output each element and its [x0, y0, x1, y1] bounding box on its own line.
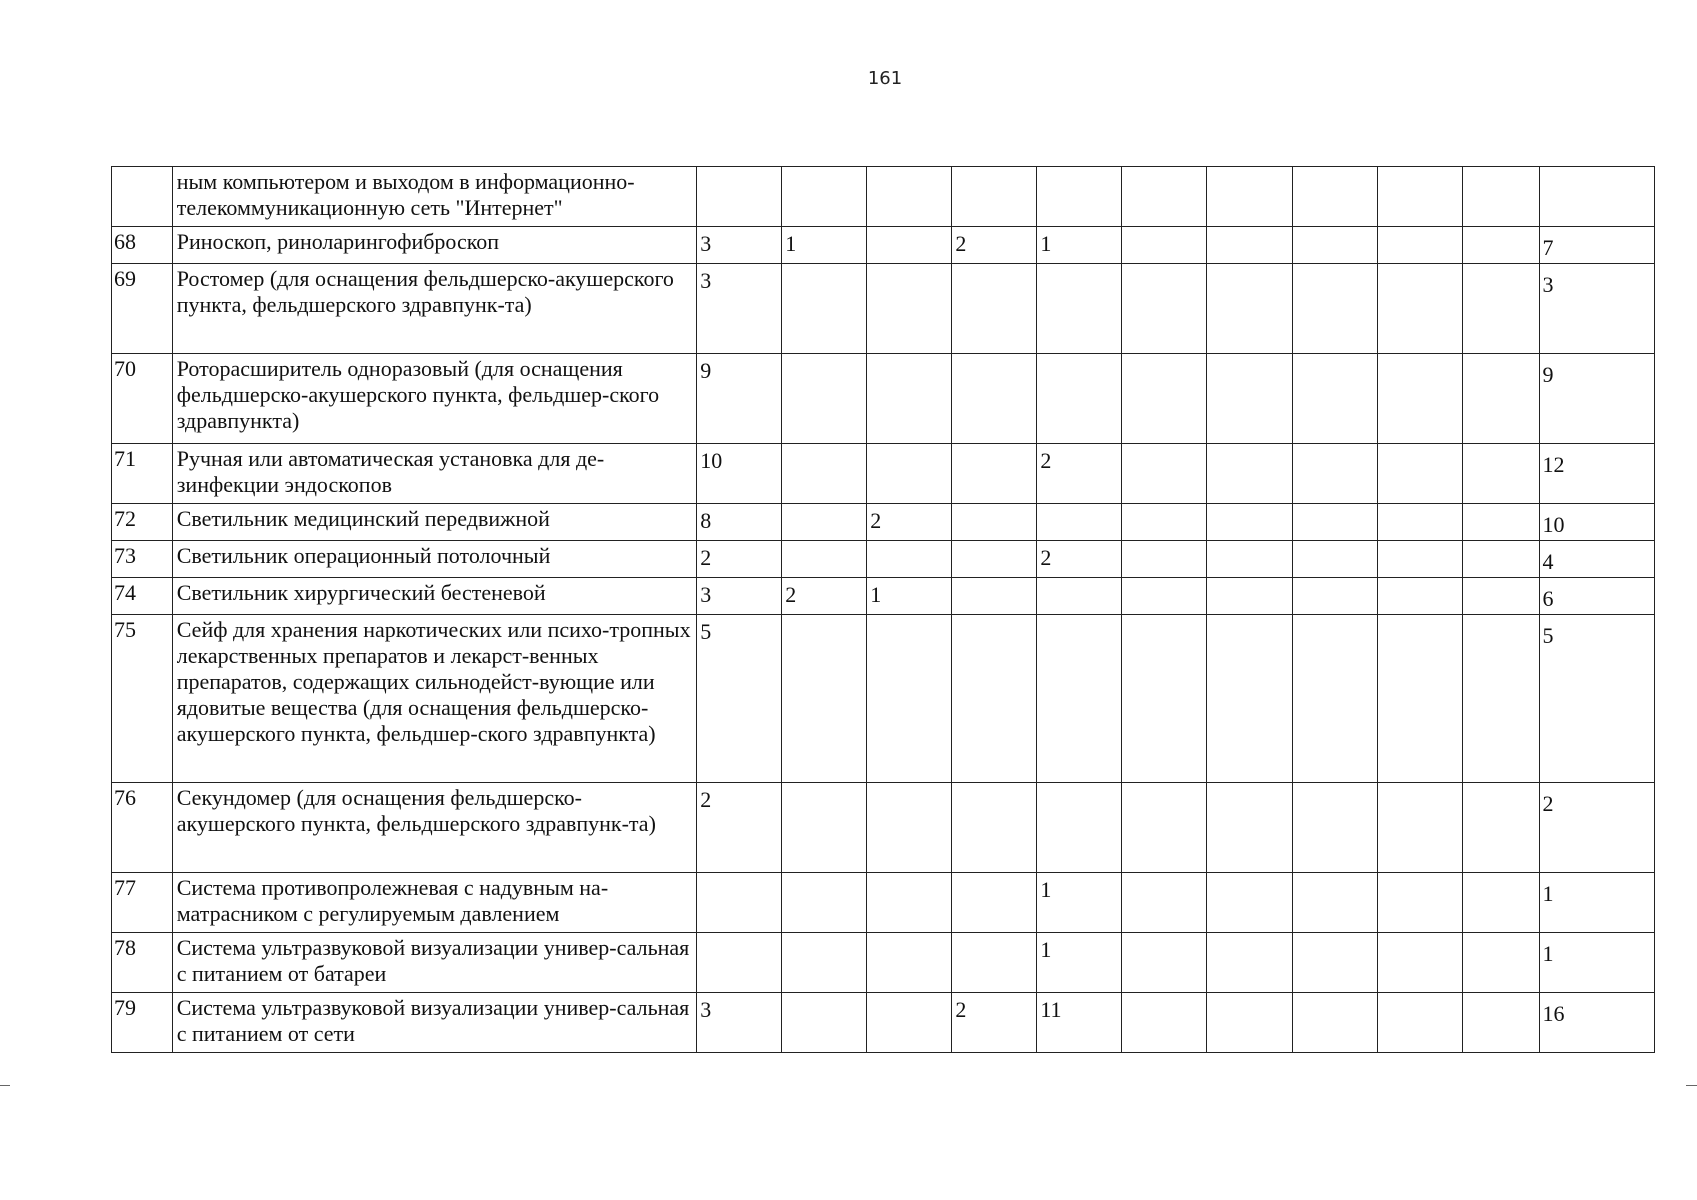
equipment-name: Секундомер (для оснащения фельдшерско-акушерского пункта, фельдшерского здравпунк-та) — [172, 783, 696, 873]
quantity-cell — [1292, 783, 1377, 873]
quantity-cell — [952, 783, 1037, 873]
quantity-cell — [867, 227, 952, 264]
quantity-cell — [1462, 615, 1539, 783]
total-cell: 3 — [1539, 264, 1654, 354]
quantity-cell — [867, 541, 952, 578]
row-number: 74 — [112, 578, 173, 615]
total-cell: 16 — [1539, 993, 1654, 1053]
quantity-cell — [782, 873, 867, 933]
quantity-cell — [782, 167, 867, 227]
equipment-name: Сейф для хранения наркотических или психо-тропных лекарственных препаратов и лекарст-венных препаратов, содержащих сильнодейст-вующие или ядовитые вещества (для оснащения фельдшерско-акушерского пункта, фельдшер-ского здравпункта) — [172, 615, 696, 783]
quantity-cell — [867, 167, 952, 227]
quantity-cell: 1 — [1037, 933, 1122, 993]
equipment-name: ным компьютером и выходом в информационно-телекоммуникационную сеть "Интернет" — [172, 167, 696, 227]
table-row — [112, 873, 1655, 933]
quantity-cell — [782, 444, 867, 504]
quantity-cell — [1207, 444, 1292, 504]
table-row — [112, 615, 1655, 783]
quantity-cell — [1377, 227, 1462, 264]
quantity-cell — [952, 504, 1037, 541]
quantity-cell — [1122, 578, 1207, 615]
quantity-cell: 1 — [782, 227, 867, 264]
quantity-cell — [1377, 541, 1462, 578]
quantity-cell — [1462, 541, 1539, 578]
quantity-cell: 2 — [1037, 541, 1122, 578]
quantity-cell — [1462, 227, 1539, 264]
total-cell: 2 — [1539, 783, 1654, 873]
quantity-cell: 5 — [697, 615, 782, 783]
equipment-name: Ручная или автоматическая установка для де-зинфекции эндоскопов — [172, 444, 696, 504]
table-row — [112, 504, 1655, 541]
quantity-cell — [952, 264, 1037, 354]
quantity-cell — [1207, 933, 1292, 993]
quantity-cell — [1122, 354, 1207, 444]
quantity-cell: 2 — [697, 541, 782, 578]
quantity-cell — [1377, 993, 1462, 1053]
row-number: 78 — [112, 933, 173, 993]
quantity-cell — [1377, 933, 1462, 993]
quantity-cell — [782, 504, 867, 541]
total-cell: 10 — [1539, 504, 1654, 541]
quantity-cell — [1462, 578, 1539, 615]
quantity-cell: 3 — [697, 578, 782, 615]
equipment-name: Светильник медицинский передвижной — [172, 504, 696, 541]
quantity-cell — [1037, 783, 1122, 873]
equipment-name: Роторасширитель одноразовый (для оснащения фельдшерско-акушерского пункта, фельдшер-ского здравпункта) — [172, 354, 696, 444]
row-number: 68 — [112, 227, 173, 264]
row-number: 71 — [112, 444, 173, 504]
total-cell: 7 — [1539, 227, 1654, 264]
quantity-cell: 9 — [697, 354, 782, 444]
equipment-name: Система противопролежневая с надувным на-матрасником с регулируемым давлением — [172, 873, 696, 933]
quantity-cell — [1292, 167, 1377, 227]
quantity-cell: 2 — [1037, 444, 1122, 504]
quantity-cell — [782, 615, 867, 783]
quantity-cell — [1207, 993, 1292, 1053]
total-cell: 1 — [1539, 933, 1654, 993]
table-row — [112, 354, 1655, 444]
quantity-cell — [782, 993, 867, 1053]
quantity-cell — [1122, 615, 1207, 783]
quantity-cell: 2 — [697, 783, 782, 873]
quantity-cell — [1207, 354, 1292, 444]
quantity-cell — [1377, 578, 1462, 615]
left-margin-mark — [0, 1085, 10, 1086]
quantity-cell — [1207, 504, 1292, 541]
quantity-cell — [1462, 264, 1539, 354]
quantity-cell — [1462, 933, 1539, 993]
quantity-cell: 1 — [867, 578, 952, 615]
table-body — [112, 167, 1655, 1053]
quantity-cell — [1207, 227, 1292, 264]
table-row — [112, 264, 1655, 354]
quantity-cell: 11 — [1037, 993, 1122, 1053]
quantity-cell — [1292, 264, 1377, 354]
equipment-name: Риноскоп, риноларингофиброскоп — [172, 227, 696, 264]
equipment-name: Светильник хирургический бестеневой — [172, 578, 696, 615]
quantity-cell — [1037, 504, 1122, 541]
total-cell: 4 — [1539, 541, 1654, 578]
total-cell — [1539, 167, 1654, 227]
quantity-cell — [782, 541, 867, 578]
quantity-cell — [782, 783, 867, 873]
quantity-cell — [1292, 615, 1377, 783]
quantity-cell — [867, 444, 952, 504]
quantity-cell — [1377, 504, 1462, 541]
quantity-cell: 3 — [697, 227, 782, 264]
quantity-cell — [1462, 354, 1539, 444]
row-number — [112, 167, 173, 227]
total-cell: 9 — [1539, 354, 1654, 444]
quantity-cell — [1207, 541, 1292, 578]
quantity-cell — [1292, 354, 1377, 444]
quantity-cell — [1292, 444, 1377, 504]
quantity-cell — [952, 354, 1037, 444]
quantity-cell — [867, 354, 952, 444]
table-row — [112, 933, 1655, 993]
quantity-cell — [952, 873, 1037, 933]
quantity-cell — [1122, 264, 1207, 354]
quantity-cell — [1122, 783, 1207, 873]
quantity-cell — [1122, 541, 1207, 578]
table-row — [112, 167, 1655, 227]
quantity-cell — [1377, 264, 1462, 354]
quantity-cell — [1292, 504, 1377, 541]
quantity-cell — [1122, 444, 1207, 504]
row-number: 70 — [112, 354, 173, 444]
equipment-name: Система ультразвуковой визуализации универ-сальная с питанием от сети — [172, 993, 696, 1053]
quantity-cell — [1037, 354, 1122, 444]
quantity-cell — [952, 444, 1037, 504]
quantity-cell — [1037, 578, 1122, 615]
quantity-cell — [782, 354, 867, 444]
quantity-cell — [1292, 993, 1377, 1053]
quantity-cell: 3 — [697, 993, 782, 1053]
equipment-name: Система ультразвуковой визуализации универ-сальная с питанием от батареи — [172, 933, 696, 993]
quantity-cell — [867, 933, 952, 993]
quantity-cell — [697, 873, 782, 933]
quantity-cell — [1292, 578, 1377, 615]
quantity-cell: 3 — [697, 264, 782, 354]
quantity-cell — [952, 167, 1037, 227]
quantity-cell: 2 — [952, 993, 1037, 1053]
right-margin-mark — [1686, 1085, 1697, 1086]
quantity-cell: 10 — [697, 444, 782, 504]
quantity-cell — [697, 167, 782, 227]
quantity-cell — [1207, 615, 1292, 783]
quantity-cell — [782, 933, 867, 993]
quantity-cell — [1377, 615, 1462, 783]
quantity-cell — [1037, 615, 1122, 783]
quantity-cell: 1 — [1037, 227, 1122, 264]
row-number: 79 — [112, 993, 173, 1053]
quantity-cell — [1292, 933, 1377, 993]
quantity-cell — [697, 933, 782, 993]
quantity-cell — [952, 578, 1037, 615]
quantity-cell — [1122, 167, 1207, 227]
quantity-cell — [1207, 783, 1292, 873]
quantity-cell — [1377, 873, 1462, 933]
total-cell: 1 — [1539, 873, 1654, 933]
table-row — [112, 541, 1655, 578]
quantity-cell — [782, 264, 867, 354]
quantity-cell — [952, 933, 1037, 993]
quantity-cell — [952, 541, 1037, 578]
quantity-cell — [867, 783, 952, 873]
quantity-cell — [1122, 873, 1207, 933]
quantity-cell — [1462, 873, 1539, 933]
quantity-cell: 1 — [1037, 873, 1122, 933]
row-number: 76 — [112, 783, 173, 873]
row-number: 69 — [112, 264, 173, 354]
quantity-cell — [1377, 444, 1462, 504]
quantity-cell — [1122, 993, 1207, 1053]
quantity-cell — [952, 615, 1037, 783]
quantity-cell — [1462, 444, 1539, 504]
quantity-cell — [1462, 993, 1539, 1053]
total-cell: 5 — [1539, 615, 1654, 783]
quantity-cell — [867, 264, 952, 354]
quantity-cell — [1122, 227, 1207, 264]
quantity-cell — [1292, 873, 1377, 933]
quantity-cell: 2 — [952, 227, 1037, 264]
quantity-cell — [1292, 541, 1377, 578]
page-number: 161 — [867, 68, 903, 89]
total-cell: 6 — [1539, 578, 1654, 615]
table-row — [112, 444, 1655, 504]
table-row — [112, 993, 1655, 1053]
quantity-cell: 2 — [782, 578, 867, 615]
quantity-cell — [1377, 783, 1462, 873]
quantity-cell — [1207, 167, 1292, 227]
row-number: 72 — [112, 504, 173, 541]
quantity-cell — [1462, 167, 1539, 227]
table-row — [112, 227, 1655, 264]
quantity-cell — [1037, 264, 1122, 354]
quantity-cell — [1377, 167, 1462, 227]
quantity-cell — [1462, 504, 1539, 541]
row-number: 75 — [112, 615, 173, 783]
quantity-cell — [1207, 873, 1292, 933]
table-row — [112, 783, 1655, 873]
quantity-cell — [1122, 933, 1207, 993]
quantity-cell — [1122, 504, 1207, 541]
total-cell: 12 — [1539, 444, 1654, 504]
quantity-cell — [867, 615, 952, 783]
quantity-cell — [1037, 167, 1122, 227]
quantity-cell — [867, 873, 952, 933]
quantity-cell — [1377, 354, 1462, 444]
equipment-table — [111, 166, 1655, 1053]
quantity-cell — [1207, 264, 1292, 354]
quantity-cell — [867, 993, 952, 1053]
row-number: 73 — [112, 541, 173, 578]
row-number: 77 — [112, 873, 173, 933]
quantity-cell — [1292, 227, 1377, 264]
quantity-cell — [1462, 783, 1539, 873]
equipment-name: Ростомер (для оснащения фельдшерско-акушерского пункта, фельдшерского здравпунк-та) — [172, 264, 696, 354]
equipment-name: Светильник операционный потолочный — [172, 541, 696, 578]
quantity-cell: 2 — [867, 504, 952, 541]
table-row — [112, 578, 1655, 615]
quantity-cell — [1207, 578, 1292, 615]
quantity-cell: 8 — [697, 504, 782, 541]
